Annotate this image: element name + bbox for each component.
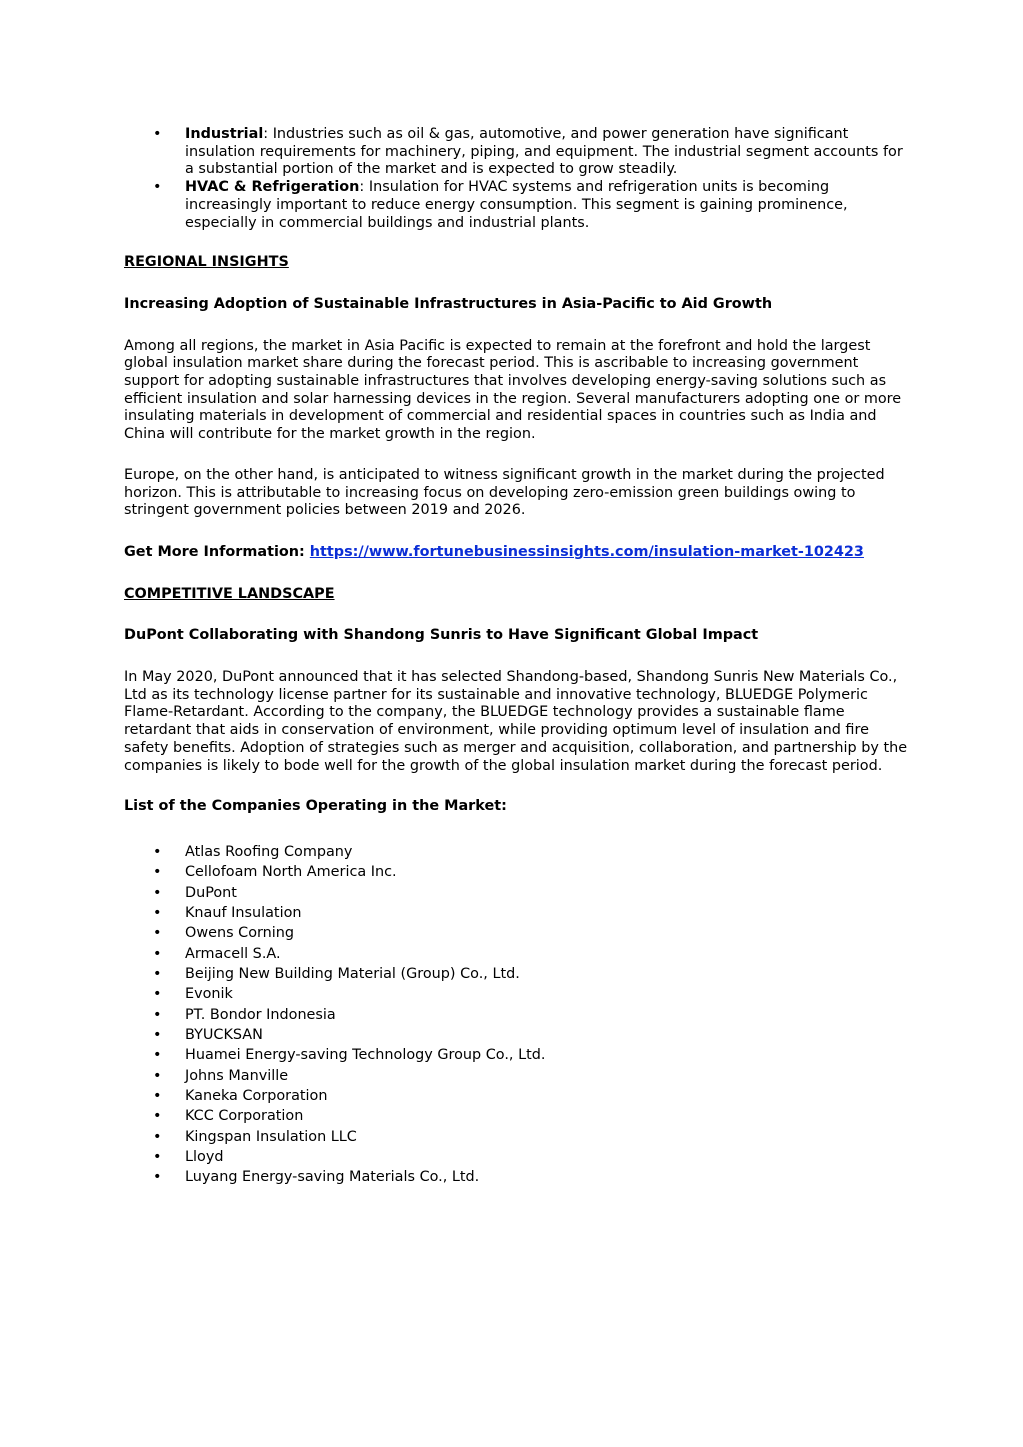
list-item — [124, 842, 909, 862]
regional-insights-title: REGIONAL INSIGHTS — [124, 254, 289, 271]
company-name: Huamei Energy-saving Technology Group Co., Ltd. — [185, 1047, 546, 1064]
company-name: Beijing New Building Material (Group) Co., Ltd. — [185, 966, 520, 983]
company-name: Owens Corning — [185, 925, 295, 942]
company-name: Armacell S.A. — [185, 945, 281, 962]
bullet-icon: • — [153, 1149, 162, 1166]
company-name: Knauf Insulation — [185, 905, 302, 922]
list-item — [124, 862, 909, 882]
more-info-link[interactable]: https://www.fortunebusinessinsights.com/insulation-market-102423 — [309, 543, 864, 560]
list-item — [124, 1106, 909, 1126]
bullet-icon: • — [153, 966, 162, 983]
list-item — [124, 1167, 909, 1187]
companies-heading: List of the Companies Operating in the Market: — [124, 798, 507, 815]
competitive-paragraph: In May 2020, DuPont announced that it has selected Shandong-based, Shandong Sunris New Materials Co., Ltd as its technology license partner for its sustainable and innovative technology, BLUEDGE Polymeric Flame-Retardant. According to the company, the BLUEDGE technology provides a sustainable flame retardant that aids in conservation of environment, while providing optimum level of insulation and fire safety benefits. Adoption of strategies such as merger and acquisition, collaboration, and partnership by the companies is likely to bode well for the growth of the global insulation market during the forecast period. — [124, 669, 908, 774]
company-name: Cellofoam North America Inc. — [185, 864, 397, 881]
company-name: Atlas Roofing Company — [185, 843, 353, 860]
company-name: Lloyd — [185, 1149, 224, 1166]
list-item-industrial — [124, 126, 909, 179]
bullet-icon: • — [153, 1128, 162, 1145]
list-item — [124, 903, 909, 923]
more-info-line — [124, 544, 909, 562]
company-name: Kaneka Corporation — [185, 1088, 328, 1105]
segment-text: : Industries such as oil & gas, automotive, and power generation have significant insulation requirements for machinery, piping, and equipment. The industrial segment accounts for a substantial portion of the market and is expected to grow steadily. — [185, 126, 903, 178]
list-item — [124, 1045, 909, 1065]
list-item — [124, 883, 909, 903]
list-item — [124, 944, 909, 964]
more-info-label: Get More Information: — [124, 543, 310, 560]
list-item — [124, 964, 909, 984]
company-name: DuPont — [185, 884, 237, 901]
list-item-hvac — [124, 179, 909, 232]
company-name: KCC Corporation — [185, 1108, 304, 1125]
regional-paragraph-1: Among all regions, the market in Asia Pacific is expected to remain at the forefront and hold the largest global insulation market share during the forecast period. This is ascribable to increasing government support for adopting sustainable infrastructures that involves developing energy-saving solutions such as efficient insulation and solar harnessing devices in the region. Several manufacturers adopting one or more insulating materials in development of commercial and residential spaces in countries such as India and China will contribute for the market growth in the region. — [124, 337, 902, 443]
bullet-icon: • — [153, 126, 162, 142]
company-name: Kingspan Insulation LLC — [185, 1128, 357, 1145]
bullet-icon: • — [153, 1067, 162, 1084]
list-item — [124, 923, 909, 943]
bullet-icon: • — [153, 1169, 162, 1186]
list-item — [124, 1066, 909, 1086]
list-item — [124, 1127, 909, 1147]
company-name: PT. Bondor Indonesia — [185, 1006, 336, 1023]
bullet-icon: • — [153, 1027, 162, 1044]
bullet-icon: • — [153, 843, 162, 860]
company-name: Johns Manville — [185, 1067, 289, 1084]
bullet-icon: • — [153, 884, 162, 901]
segment-text: : Insulation for HVAC systems and refrigeration units is becoming increasingly important to reduce energy consumption. This segment is gaining prominence, especially in commercial buildings and industrial plants. — [185, 179, 848, 231]
bullet-icon: • — [153, 1088, 162, 1105]
bullet-icon: • — [153, 1006, 162, 1023]
list-item — [124, 984, 909, 1004]
segment-term: HVAC & Refrigeration — [185, 179, 360, 196]
bullet-icon: • — [153, 905, 162, 922]
company-name: Luyang Energy-saving Materials Co., Ltd. — [185, 1169, 480, 1186]
competitive-landscape-title: COMPETITIVE LANDSCAPE — [124, 585, 335, 602]
list-item — [124, 1025, 909, 1045]
bullet-icon: • — [153, 864, 162, 881]
bullet-icon: • — [153, 945, 162, 962]
segment-list — [124, 126, 909, 232]
competitive-subheading: DuPont Collaborating with Shandong Sunris to Have Significant Global Impact — [124, 627, 759, 644]
document-content — [124, 126, 909, 1188]
company-name: BYUCKSAN — [185, 1027, 263, 1044]
list-item — [124, 1005, 909, 1025]
regional-paragraph-2: Europe, on the other hand, is anticipated to witness significant growth in the market during the projected horizon. This is attributable to increasing focus on developing zero-emission green buildings owing to stringent government policies between 2019 and 2026. — [124, 466, 885, 519]
bullet-icon: • — [153, 179, 162, 196]
regional-subheading: Increasing Adoption of Sustainable Infrastructures in Asia-Pacific to Aid Growth — [124, 295, 773, 312]
bullet-icon: • — [153, 986, 162, 1003]
bullet-icon: • — [153, 1047, 162, 1064]
companies-list — [124, 842, 909, 1188]
bullet-icon: • — [153, 1108, 162, 1125]
list-item — [124, 1086, 909, 1106]
company-name: Evonik — [185, 986, 233, 1003]
segment-term: Industrial — [185, 126, 264, 142]
list-item — [124, 1147, 909, 1167]
bullet-icon: • — [153, 925, 162, 942]
